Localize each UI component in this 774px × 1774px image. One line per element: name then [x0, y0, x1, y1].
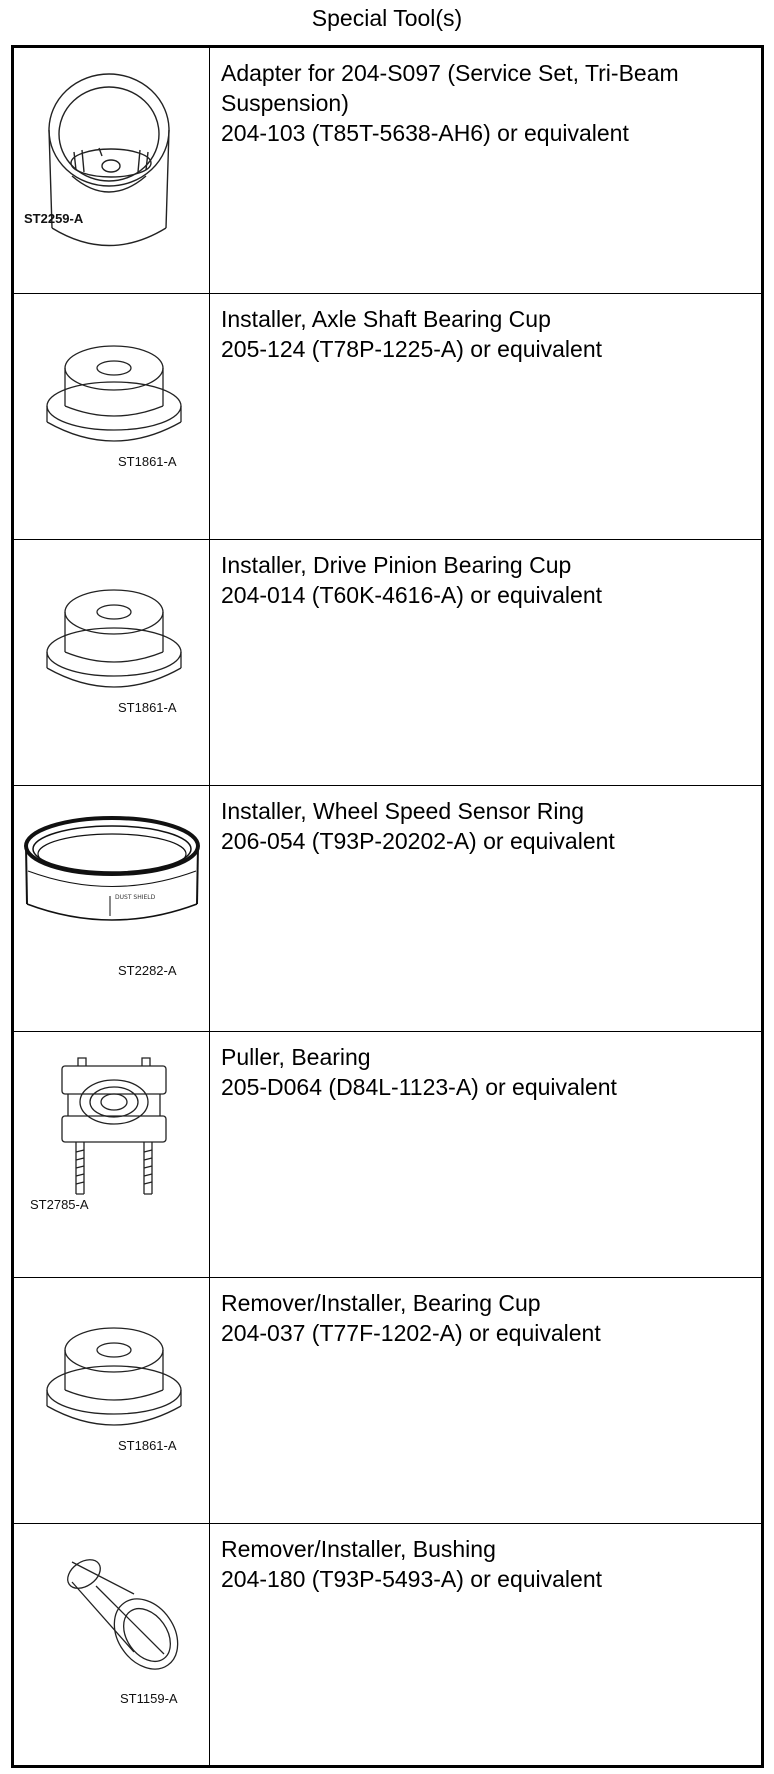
stepped-disc-installer-illustration: [14, 540, 210, 786]
tool-description: [221, 1042, 751, 1102]
tool-row: [14, 540, 761, 786]
tool-code: ST2282-A: [118, 963, 177, 978]
tool-image-cell: [14, 786, 210, 1031]
tool-row: [14, 1278, 761, 1524]
tool-code: ST1861-A: [118, 1438, 177, 1453]
tool-row: [14, 1524, 761, 1765]
tool-number: 204-037 (T77F-1202-A) or equivalent: [221, 1320, 601, 1346]
tool-name: Installer, Drive Pinion Bearing Cup: [221, 552, 572, 578]
tool-code: ST1861-A: [118, 454, 177, 469]
tool-number: 205-124 (T78P-1225-A) or equivalent: [221, 336, 603, 362]
tool-description: [221, 304, 751, 364]
tool-image-cell: [14, 1278, 210, 1523]
tool-image-cell: [14, 48, 210, 293]
svg-text:DUST SHIELD: DUST SHIELD: [115, 894, 156, 901]
tool-number: 204-103 (T85T-5638-AH6) or equivalent: [221, 120, 629, 146]
page-title: Special Tool(s): [311, 5, 463, 31]
tool-description: [221, 1288, 751, 1348]
bushing-tube-illustration: [14, 1524, 210, 1765]
tool-image-cell: [14, 1032, 210, 1277]
tool-number: 204-014 (T60K-4616-A) or equivalent: [221, 582, 603, 608]
tool-code: ST2259-A: [24, 211, 84, 226]
tool-name: Remover/Installer, Bushing: [221, 1536, 496, 1562]
sensor-ring-installer-illustration: [14, 786, 210, 1032]
stepped-disc-installer-illustration: [14, 1278, 210, 1524]
tool-number: 204-180 (T93P-5493-A) or equivalent: [221, 1566, 603, 1592]
tool-row: [14, 294, 761, 540]
tool-description: [221, 1534, 751, 1594]
tool-description: [221, 796, 751, 856]
tool-image-cell: [14, 1524, 210, 1765]
tool-code: ST1159-A: [120, 1691, 178, 1706]
bearing-adapter-cup-illustration: [14, 48, 210, 294]
tool-name: Puller, Bearing: [221, 1044, 371, 1070]
tool-image-cell: [14, 294, 210, 539]
bearing-puller-illustration: [14, 1032, 210, 1278]
tool-name: Installer, Wheel Speed Sensor Ring: [221, 798, 585, 824]
tool-code: ST2785-A: [30, 1197, 89, 1212]
tool-row: [14, 786, 761, 1032]
stepped-disc-installer-illustration: [14, 294, 210, 540]
tool-name: Remover/Installer, Bearing Cup: [221, 1290, 541, 1316]
tool-code: ST1861-A: [118, 700, 177, 715]
tool-row: [14, 48, 761, 294]
special-tools-table: [11, 45, 764, 1768]
tool-name: Adapter for 204-S097 (Service Set, Tri-Beam Suspension): [221, 60, 679, 116]
tool-row: [14, 1032, 761, 1278]
tool-image-cell: [14, 540, 210, 785]
tool-number: 205-D064 (D84L-1123-A) or equivalent: [221, 1074, 617, 1100]
tool-description: [221, 550, 751, 610]
tool-name: Installer, Axle Shaft Bearing Cup: [221, 306, 551, 332]
tool-description: [221, 58, 751, 148]
tool-number: 206-054 (T93P-20202-A) or equivalent: [221, 828, 615, 854]
